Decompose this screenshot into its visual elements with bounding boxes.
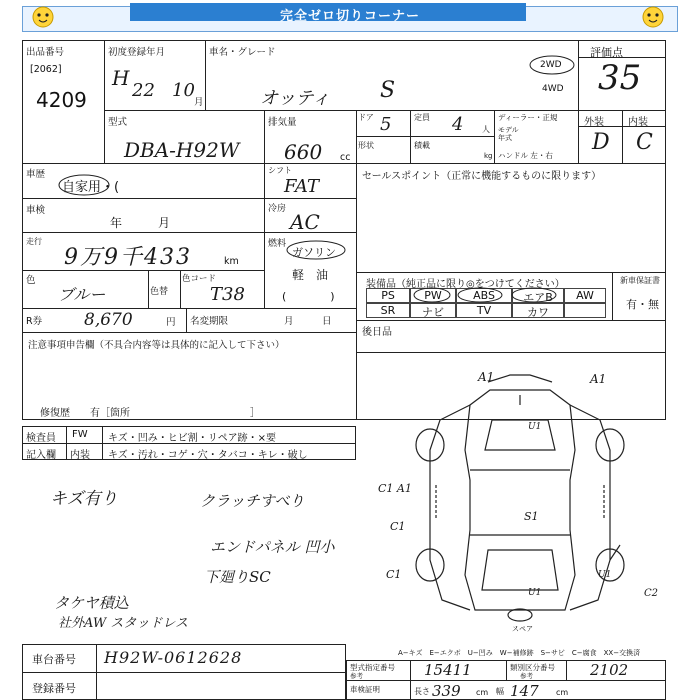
exterior-value: D <box>592 130 610 155</box>
mark-u1-rear: U1 <box>528 588 542 598</box>
equip-sr: SR <box>366 303 410 318</box>
new-car-label: 新車保証書 <box>620 276 660 285</box>
mark-a1-front-right: A1 <box>590 372 607 386</box>
fuel-circle-icon <box>286 240 346 260</box>
aircon-label: 冷房 <box>268 204 287 214</box>
later-label: 後日品 <box>362 327 392 338</box>
equipment-circles-icon <box>408 286 608 320</box>
equip-kawa: カワ <box>512 303 564 318</box>
aircon-value: AC <box>290 210 320 234</box>
capacity-value: 4 <box>452 114 464 135</box>
kg-unit: kg <box>484 152 493 160</box>
mascot-left-icon <box>30 4 56 30</box>
grade: S <box>380 78 396 103</box>
expiry-month-day: 月 日 <box>284 316 332 327</box>
width-cm: cm <box>556 688 569 697</box>
lot-sub: [2062] <box>30 64 62 75</box>
note-loaded: タケヤ積込 <box>54 594 129 612</box>
width-value: 147 <box>510 682 539 700</box>
handle-label: ハンドル 左・右 <box>498 151 553 160</box>
inspector-row1-cat: FW <box>72 429 88 440</box>
equip-airbag: エアB <box>512 288 564 303</box>
equipment-label: 装備品（純正品に限り◎をつけてください） <box>366 279 565 290</box>
interior-label: 内装 <box>628 117 648 128</box>
fuel-label: 燃料 <box>268 239 287 249</box>
model-year-label: モデル年式 <box>498 126 519 142</box>
color-code-label: 色コード <box>182 274 217 284</box>
lot-label: 出品番号 <box>26 47 65 58</box>
drive-4wd: 4WD <box>542 84 564 94</box>
mascot-right-icon <box>640 4 666 30</box>
length-value: 339 <box>432 682 461 700</box>
mark-c1-left-rear: C1 <box>386 568 402 581</box>
equip-tv: TV <box>456 303 512 318</box>
history-circle-icon <box>58 174 110 196</box>
note-aw-studless: 社外AW スタッドレス <box>58 616 188 631</box>
note-underbody: 下廻りSC <box>204 568 271 586</box>
equip-navi: ナビ <box>410 303 456 318</box>
length-label: 長さ <box>414 687 430 696</box>
history-value: 自家用・( <box>62 180 120 195</box>
equip-ps: PS <box>366 288 410 303</box>
capacity-label: 定員 <box>414 113 430 122</box>
drive-2wd: 2WD <box>540 60 562 70</box>
mark-spare: スペア <box>512 625 533 633</box>
inspection-label: 車検 <box>26 205 46 216</box>
lot-number: 4209 <box>36 88 87 112</box>
model-label: 型式 <box>108 117 128 128</box>
km-unit: km <box>224 256 239 267</box>
note-clutch: クラッチすべり <box>200 492 305 510</box>
dealer-label: ディーラー・正規 <box>498 113 558 122</box>
note-scratch: キズ有り <box>50 489 118 509</box>
inspector-row2-cat: 内装 <box>70 450 90 461</box>
inspector-row1: キズ・凹み・ヒビ割・リペア跡・×要 <box>108 433 276 444</box>
equip-aw: AW <box>564 288 606 303</box>
first-reg-year: 22 <box>132 80 155 101</box>
repair-label: 修復歴 有［箇所 ］ <box>40 408 260 419</box>
width-label: 幅 <box>496 687 504 696</box>
mark-c2-right-rear: C2 <box>644 588 659 599</box>
mileage-label: 走行 <box>26 237 42 246</box>
registration-label: 登録番号 <box>32 682 76 695</box>
first-reg-month: 10 <box>172 80 195 101</box>
chassis-value: H92W-0612628 <box>104 648 243 667</box>
inspector-label2: 記入欄 <box>26 450 56 461</box>
inspector-row2: キズ・汚れ・コゲ・穴・タバコ・キレ・破し <box>108 450 308 461</box>
month-unit: 月 <box>194 97 204 108</box>
mileage-value: 9万9千433 <box>64 245 192 270</box>
exterior-label: 外装 <box>584 117 604 128</box>
cc-unit: cc <box>340 152 351 163</box>
type-designation-value: 15411 <box>424 661 472 679</box>
category-value: 2102 <box>590 661 629 679</box>
category-label: 類別区分番号 <box>510 663 555 672</box>
cert-label: 車検証明 <box>350 685 380 694</box>
category-reference-label: 参考 <box>520 672 533 680</box>
rating-label: 評価点 <box>590 46 623 59</box>
length-cm: cm <box>476 688 489 697</box>
equip-abs: ABS <box>456 288 512 303</box>
type-designation-label: 型式指定番号 <box>350 663 395 672</box>
tax-label: R券 <box>26 316 43 327</box>
displacement-label: 排気量 <box>268 117 297 128</box>
expiry-label: 名変期限 <box>190 316 229 327</box>
damage-legend: A−キズ E−エクボ U−凹み W−補修跡 S−サビ C−腐食 XX−交換済 <box>398 649 641 657</box>
fuel-gasoline: ガソリン <box>292 246 336 259</box>
yen-unit: 円 <box>166 317 176 328</box>
car-diagram <box>370 360 670 630</box>
chassis-label: 車台番号 <box>32 653 76 666</box>
model-value: DBA-H92W <box>124 138 240 162</box>
note-end-panel: エンドパネル 凹小 <box>210 538 335 556</box>
sales-point-label: セールスポイント（正常に機能するものに限ります） <box>362 171 602 182</box>
first-reg-label: 初度登録年月 <box>108 47 166 58</box>
equip-pw: PW <box>410 288 456 303</box>
color-label: 色 <box>26 275 36 286</box>
tax-value: 8,670 <box>84 310 133 330</box>
load-label: 積載 <box>414 141 430 150</box>
inspector-label1: 検査員 <box>26 433 56 444</box>
mark-s1-roof: S1 <box>524 510 539 523</box>
color-value: ブルー <box>58 285 106 304</box>
displacement-value: 660 <box>284 140 323 164</box>
reference-label: 参考 <box>350 672 363 680</box>
fuel-light: 軽 油 <box>292 268 329 282</box>
interior-value: C <box>636 130 653 155</box>
color-code-value: T38 <box>210 284 245 305</box>
rating-value: 35 <box>598 58 642 98</box>
doors-value: 5 <box>380 114 392 135</box>
first-reg-era: H <box>112 66 130 90</box>
history-label: 車歴 <box>26 169 46 180</box>
fuel-paren: ( ) <box>282 290 335 303</box>
banner-title: 完全ゼロ切りコーナー <box>279 9 420 24</box>
mark-u1-hood: U1 <box>528 422 542 432</box>
mark-a1-front-left: A1 <box>478 370 495 384</box>
person-unit: 人 <box>482 125 490 134</box>
shape-label: 形状 <box>358 141 374 150</box>
mark-c1-left-mid: C1 <box>390 520 406 533</box>
inspection-year-month: 年 月 <box>110 216 171 230</box>
new-car-value: 有・無 <box>626 298 659 311</box>
shift-label: シフト <box>268 166 292 175</box>
car-name: オッティ <box>260 88 331 109</box>
color-change-label: 色替 <box>150 287 169 297</box>
door-label: ドア <box>358 113 374 122</box>
car-name-label: 車名・グレード <box>209 47 276 58</box>
drive-circle-icon <box>528 54 576 76</box>
mark-c1a1-left: C1 A1 <box>378 482 412 495</box>
mark-u1-right: U1 <box>598 570 612 580</box>
notes-label: 注意事項申告欄（不具合内容等は具体的に記入して下さい） <box>28 340 285 351</box>
shift-value: FAT <box>284 176 319 197</box>
